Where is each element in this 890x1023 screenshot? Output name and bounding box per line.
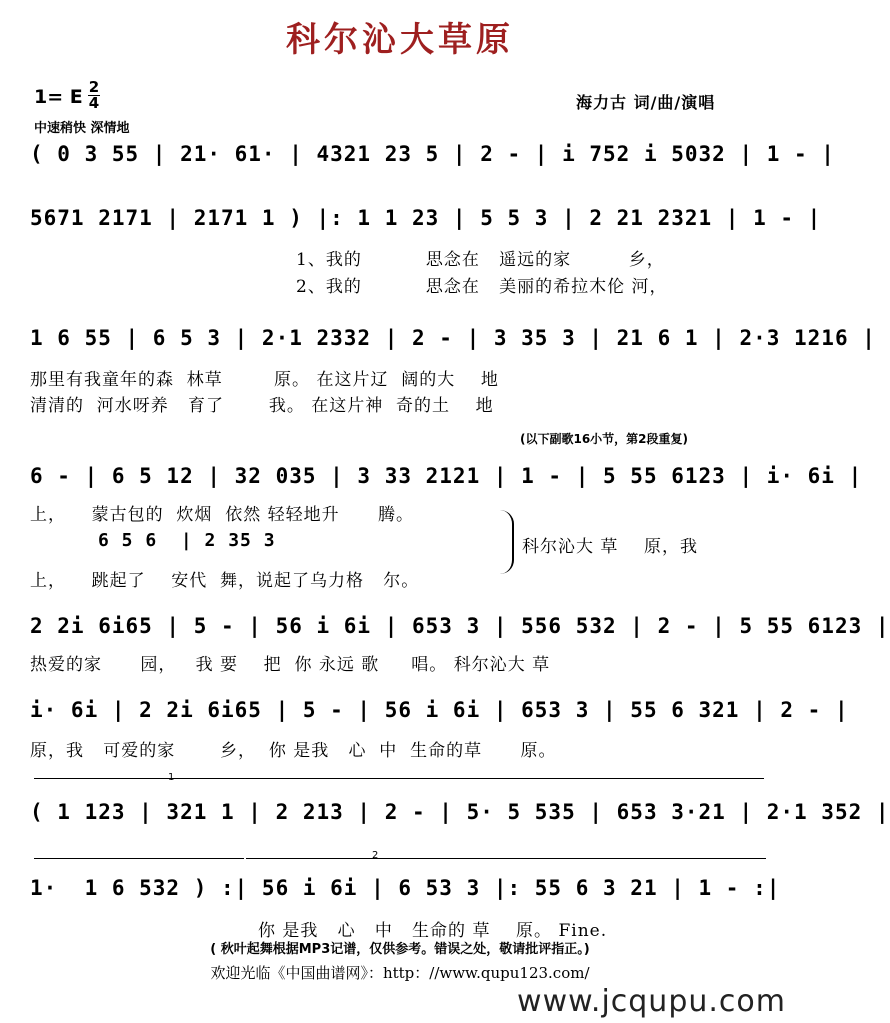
volta-1-end-line — [34, 858, 244, 860]
notation-row-3: 1 6 55 | 6 5 3 | 2·1 2332 | 2 - | 3 35 3 | 21 6 1 | 2·3 1216 | — [30, 326, 876, 350]
song-title: 科尔沁大草原 — [286, 20, 514, 60]
notation-row-5: 2 2i 6i65 | 5 - | 56 i 6i | 653 3 | 556 532 | 2 - | 5 55 6123 | — [30, 614, 890, 638]
notation-row-1: ( 0 3 55 | 21· 61· | 4321 23 5 | 2 - | i 752 i 5032 | 1 - | — [30, 142, 835, 166]
alt-notation: 6 5 6 | 2 35 3 — [98, 530, 276, 551]
key-signature: 1= E — [34, 86, 83, 108]
notation-row-2: 5671 2171 | 2171 1 ) |: 1 1 23 | 5 5 3 | 2 21 2321 | 1 - | — [30, 206, 822, 230]
time-signature — [88, 80, 100, 111]
side-lyric: 科尔沁大 草 原，我 — [522, 537, 699, 557]
author-credit: 海力古 词/曲/演唱 — [576, 93, 716, 112]
refrain-note: (以下副歌16小节，第2段重复) — [520, 432, 689, 446]
meter-top: 2 — [88, 78, 100, 96]
notation-row-6: i· 6i | 2 2i 6i65 | 5 - | 56 i 6i | 653 3 | 55 6 321 | 2 - | — [30, 698, 849, 722]
volta-1-number: 1 — [168, 772, 175, 783]
meter-bottom: 4 — [88, 94, 100, 112]
site-text: 欢迎光临《中国曲谱网》：http：//www.qupu123.com/ — [210, 964, 590, 982]
disclaimer-text: ( 秋叶起舞根据MP3记谱，仅供参考。错误之处，敬请批评指正。) — [210, 942, 590, 957]
lyric-row-3-verse-1: 那里有我童年的森 林草 原。 在这片辽 阔的大 地 — [30, 370, 499, 390]
tempo-marking: 中速稍快 深情地 — [34, 121, 130, 136]
lyric-row-3-verse-2: 清清的 河水呀养 育了 我。 在这片神 奇的土 地 — [30, 396, 494, 416]
watermark: www.jcqupu.com — [517, 984, 786, 1019]
notation-row-8: 1· 1 6 532 ) :| 56 i 6i | 6 53 3 |: 55 6 3 21 | 1 - :| — [30, 876, 781, 900]
lyric-row-2-verse-1: 1、我的 思念在 遥远的家 乡， — [296, 250, 665, 270]
volta-1-line — [34, 778, 764, 780]
verse-brace — [500, 510, 514, 574]
lyric-row-4-verse-2: 上， 跳起了 安代 舞，说起了乌力格 尔。 — [30, 571, 420, 591]
volta-2-number: 2 — [372, 850, 379, 861]
lyric-row-4-verse-1: 上， 蒙古包的 炊烟 依然 轻轻地升 腾。 — [30, 505, 415, 525]
notation-row-4: 6 - | 6 5 12 | 32 035 | 3 33 2121 | 1 - | 5 55 6123 | i· 6i | — [30, 464, 863, 488]
volta-2-line — [246, 858, 766, 860]
lyric-row-2-verse-2: 2、我的 思念在 美丽的希拉木伦 河， — [296, 277, 668, 297]
lyric-row-6: 原，我 可爱的家 乡， 你 是我 心 中 生命的草 原。 — [30, 741, 557, 761]
notation-row-7: ( 1 123 | 321 1 | 2 213 | 2 - | 5· 5 535 | 653 3·21 | 2·1 352 | — [30, 800, 890, 824]
lyric-row-8: 你 是我 心 中 生命的 草 原。 Fine. — [258, 921, 608, 941]
lyric-row-5: 热爱的家 园， 我 要 把 你 永远 歌 唱。 科尔沁大 草 — [30, 655, 551, 675]
